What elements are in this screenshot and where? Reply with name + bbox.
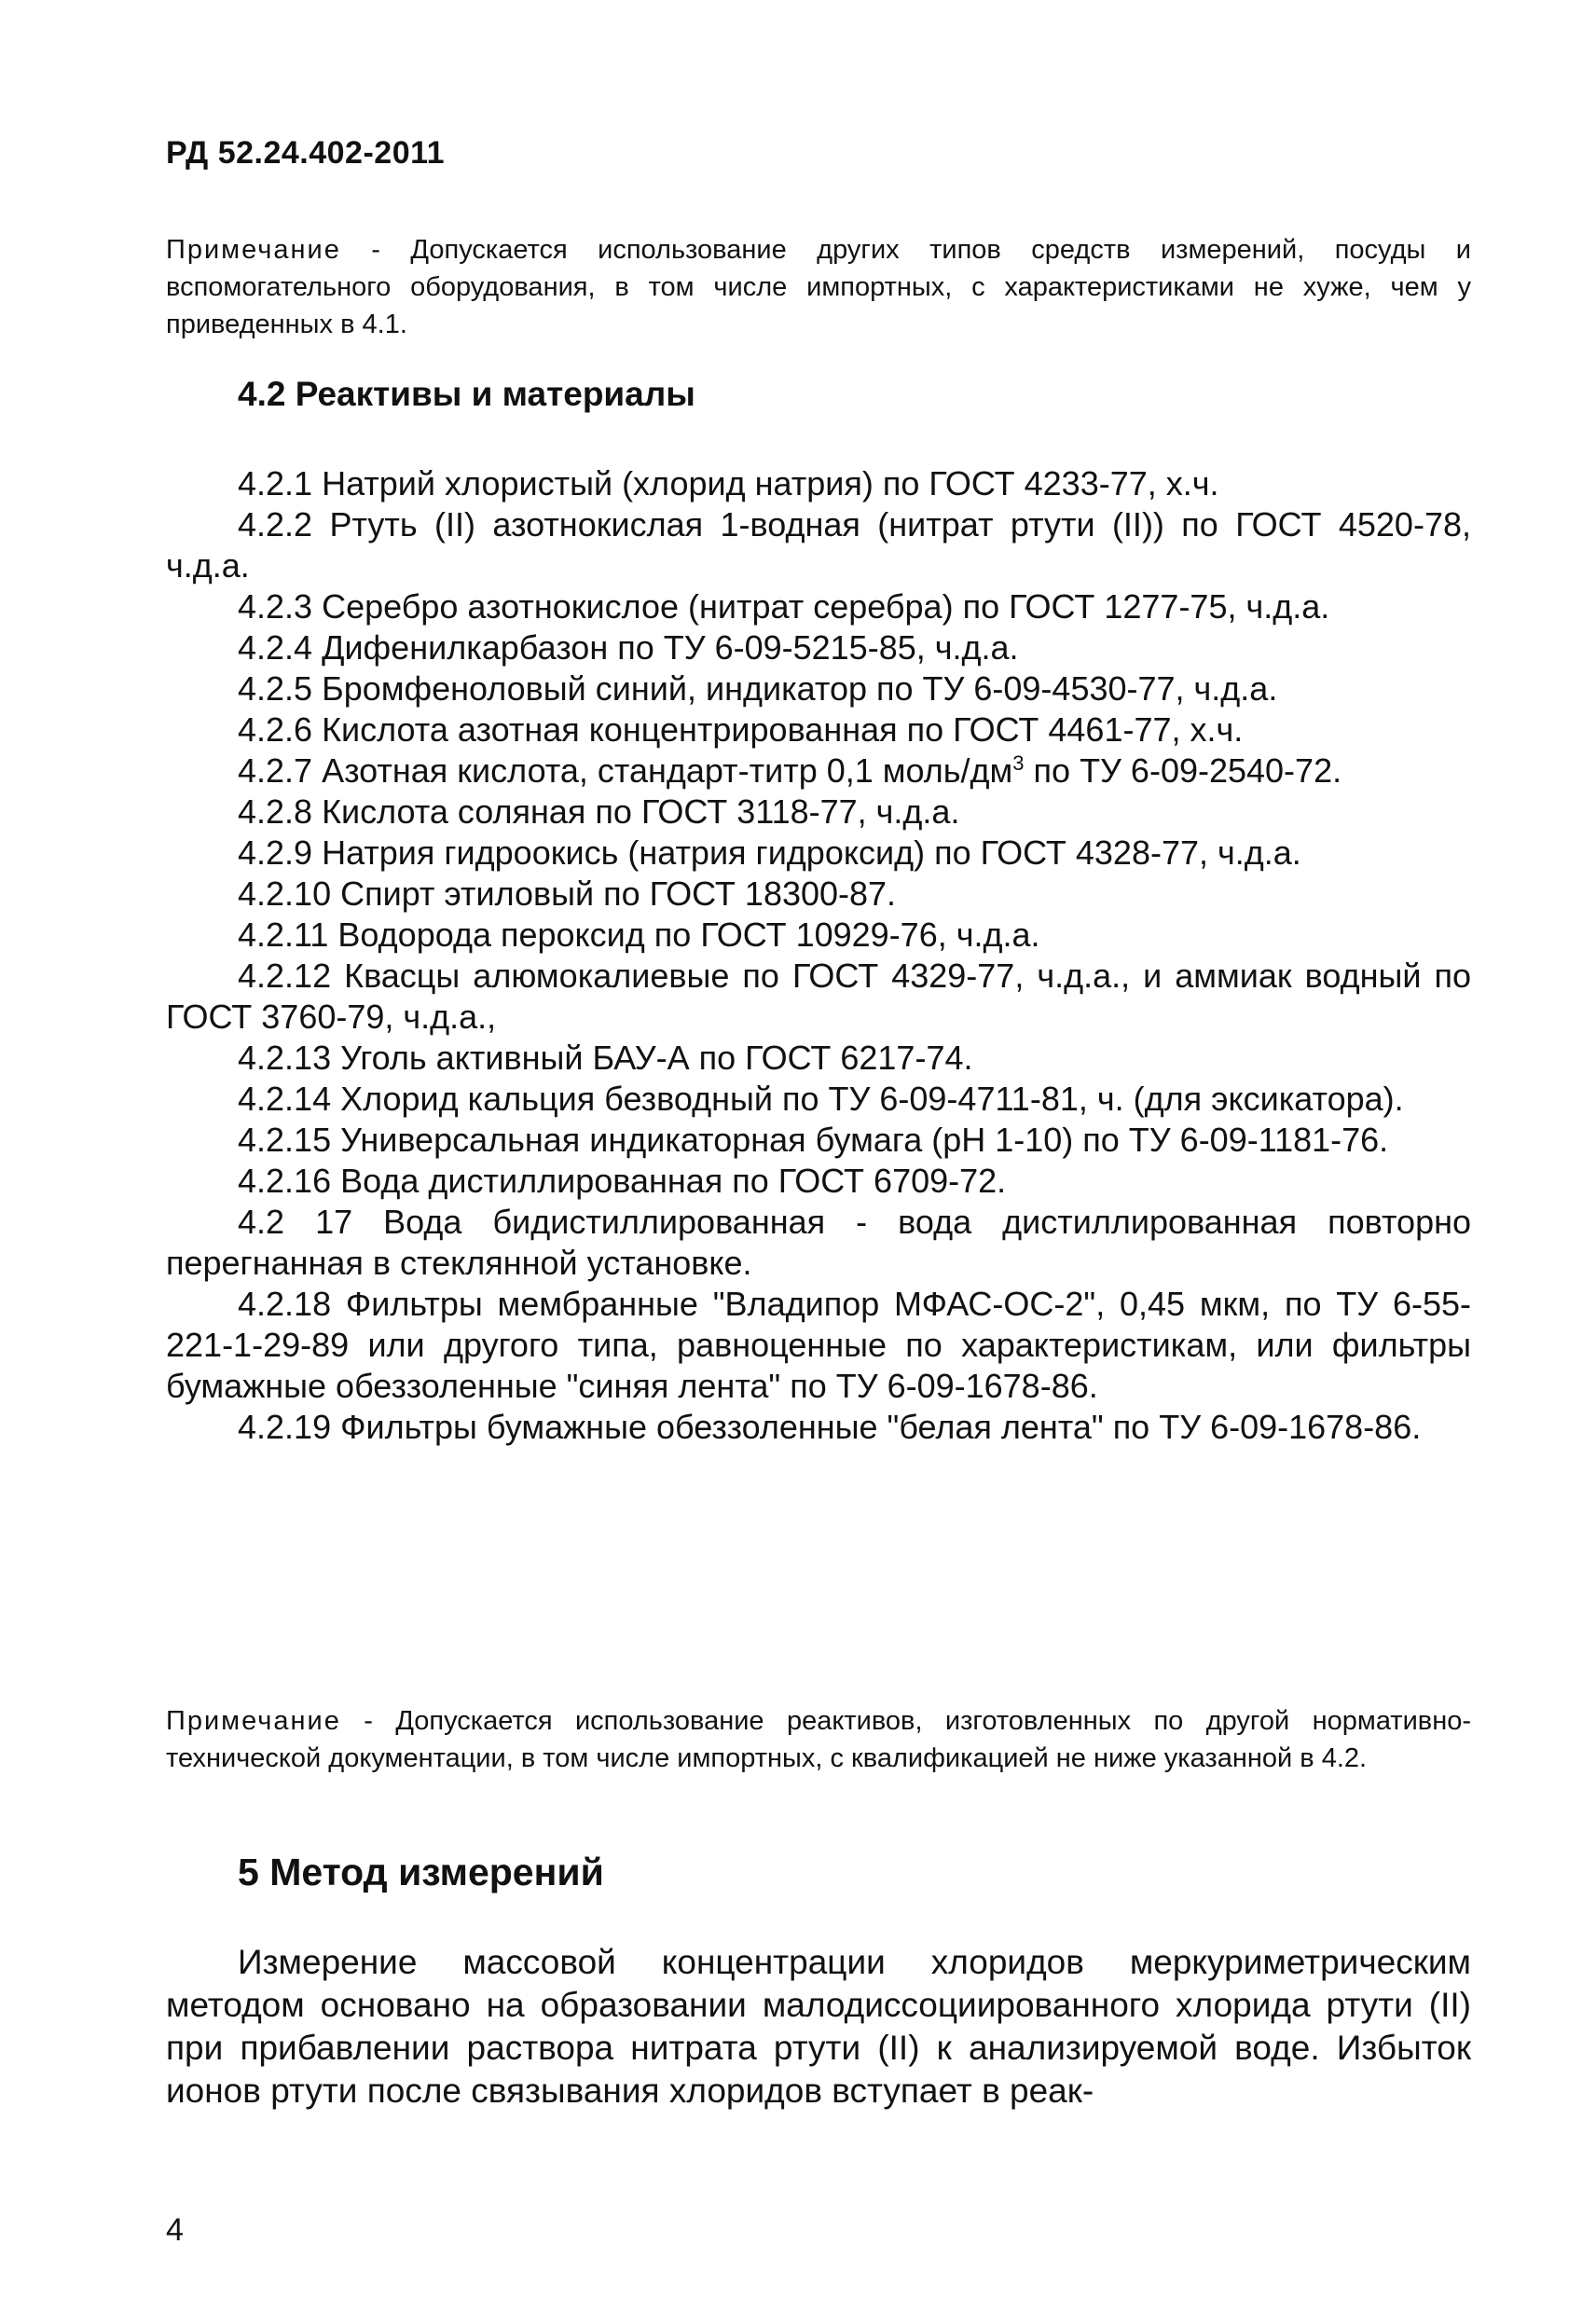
list-item: 4.2.11 Водорода пероксид по ГОСТ 10929-76, ч.д.а.	[238, 916, 1040, 954]
list-item: 4.2.2 Ртуть (II) азотнокислая 1-водная (нитрат ртути (II)) по ГОСТ 4520-78, ч.д.а.	[166, 505, 1471, 585]
list-item: 4.2.4 Дифенилкарбазон по ТУ 6-09-5215-85, ч.д.а.	[238, 628, 1019, 667]
note-equipment	[166, 231, 1471, 343]
list-item: 4.2.6 Кислота азотная концентрированная по ГОСТ 4461-77, х.ч.	[238, 710, 1244, 749]
list-item	[166, 750, 1471, 792]
superscript: 3	[1012, 751, 1025, 775]
method-paragraph: Измерение массовой концентрации хлоридов меркуриметрическим методом основано на образовании малодиссоциированного хлорида ртути (II) при прибавлении раствора нитрата ртути (II) к анализируемой воде. Избыток ионов ртути после связывания хлоридов вступает в реак-	[166, 1943, 1471, 2110]
page-number: 4	[166, 2212, 184, 2248]
reagents-list	[166, 463, 1471, 1448]
list-item: 4.2.13 Уголь активный БАУ-А по ГОСТ 6217-74.	[238, 1039, 973, 1077]
list-item: 4.2.15 Универсальная индикаторная бумага (рН 1-10) по ТУ 6-09-1181-76.	[238, 1121, 1389, 1159]
list-item: 4.2.14 Хлорид кальция безводный по ТУ 6-09-4711-81, ч. (для эксикатора).	[238, 1080, 1404, 1118]
list-item: 4.2.16 Вода дистиллированная по ГОСТ 6709-72.	[238, 1162, 1007, 1200]
note-label: Примечание	[166, 1706, 341, 1736]
list-item: 4.2.9 Натрия гидроокись (натрия гидроксид) по ГОСТ 4328-77, ч.д.а.	[238, 833, 1301, 872]
list-item: 4.2.12 Квасцы алюмокалиевые по ГОСТ 4329-77, ч.д.а., и аммиак водный по ГОСТ 3760-79, ч.д.а.,	[166, 957, 1471, 1036]
section-heading-5: 5 Метод измерений	[238, 1851, 604, 1893]
list-item: 4.2.19 Фильтры бумажные обеззоленные "белая лента" по ТУ 6-09-1678-86.	[238, 1408, 1422, 1446]
note-reagents	[166, 1702, 1471, 1777]
method-description	[166, 1941, 1471, 2113]
list-item-text-tail: по ТУ 6-09-2540-72.	[1024, 751, 1342, 790]
note-label: Примечание	[166, 235, 341, 265]
list-item: 4.2 17 Вода бидистиллированная - вода дистиллированная повторно перегнанная в стеклянной установке.	[166, 1203, 1471, 1282]
list-item: 4.2.1 Натрий хлористый (хлорид натрия) по ГОСТ 4233-77, х.ч.	[238, 464, 1219, 503]
list-item: 4.2.5 Бромфеноловый синий, индикатор по ТУ 6-09-4530-77, ч.д.а.	[238, 669, 1278, 708]
list-item: 4.2.18 Фильтры мембранные "Владипор МФАС-ОС-2", 0,45 мкм, по ТУ 6-55-221-1-29-89 или другого типа, равноценные по характеристикам, или фильтры бумажные обеззоленные "синяя лента" по ТУ 6-09-1678-86.	[166, 1285, 1471, 1405]
note-text: - Допускается использование других типов средств измерений, посуды и вспомогательного оборудования, в том числе импортных, с характеристиками не хуже, чем у приведенных в 4.1.	[166, 235, 1471, 339]
list-item: 4.2.10 Спирт этиловый по ГОСТ 18300-87.	[238, 874, 897, 913]
document-code-header: РД 52.24.402-2011	[166, 135, 446, 171]
list-item-text: 4.2.7 Азотная кислота, стандарт-титр 0,1 моль/дм	[238, 751, 1013, 790]
list-item: 4.2.8 Кислота соляная по ГОСТ 3118-77, ч.д.а.	[238, 792, 960, 831]
list-item: 4.2.3 Серебро азотнокислое (нитрат серебра) по ГОСТ 1277-75, ч.д.а.	[238, 587, 1330, 626]
note-text: - Допускается использование реактивов, изготовленных по другой нормативно-технической документации, в том числе импортных, с квалификацией не ниже указанной в 4.2.	[166, 1706, 1471, 1773]
section-heading-4-2: 4.2 Реактивы и материалы	[238, 375, 695, 413]
